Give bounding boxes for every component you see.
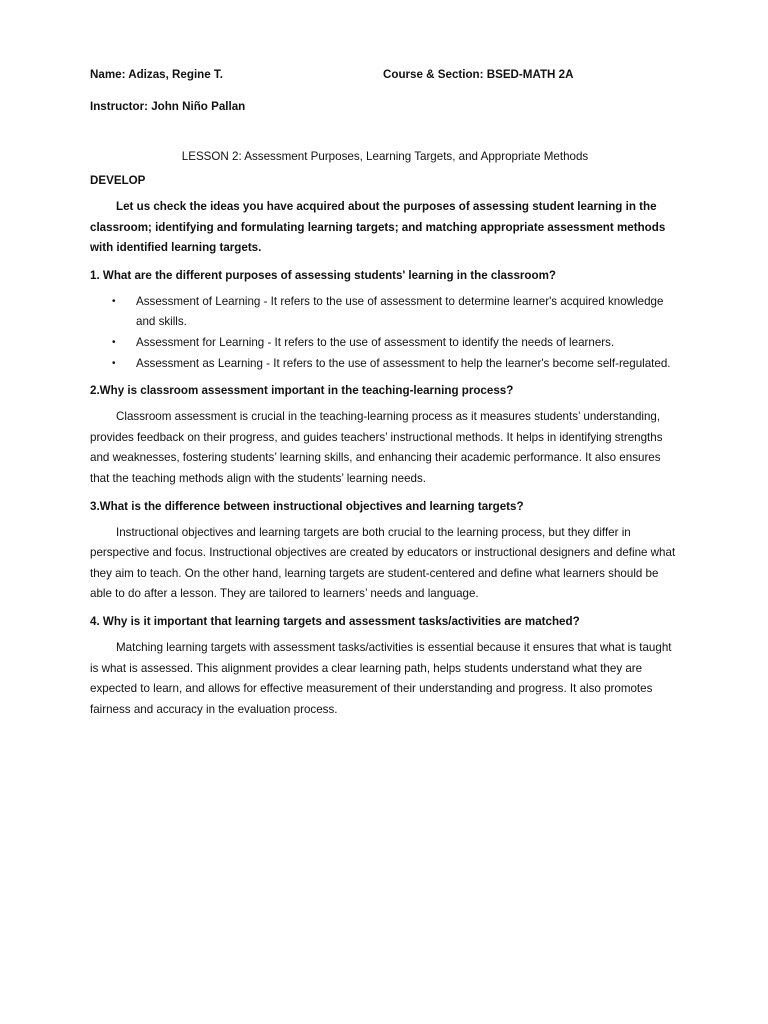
- list-item: [90, 354, 680, 375]
- question-3: 3.What is the difference between instructional objectives and learning targets?: [90, 499, 524, 513]
- answer-4: Matching learning targets with assessment tasks/activities is essential because it ensures that what is taught is what is assessed. This alignment provides a clear learning path, helps students understand what they are expected to learn, and allows for effective measurement of their understanding and progress. It also promotes fairness and accuracy in the evaluation process.: [90, 640, 672, 716]
- question-1: 1. What are the different purposes of assessing students' learning in the classroom?: [90, 268, 556, 282]
- purposes-list: [90, 292, 680, 374]
- intro-paragraph: Let us check the ideas you have acquired about the purposes of assessing student learning in the classroom; identifying and formulating learning targets; and matching appropriate assessment methods with identified learning targets.: [90, 200, 666, 255]
- lesson-title: LESSON 2: Assessment Purposes, Learning Targets, and Appropriate Methods: [181, 150, 589, 163]
- bullet-icon: •: [112, 336, 116, 348]
- list-item-text: Assessment of Learning - It refers to the use of assessment to determine learner's acquired knowledge and skills.: [136, 294, 664, 329]
- student-name: Name: Adizas, Regine T.: [90, 68, 223, 81]
- course-section: Course & Section: BSED-MATH 2A: [383, 68, 574, 81]
- answer-3: Instructional objectives and learning targets are both crucial to the learning process, but they differ in perspective and focus. Instructional objectives are created by educators or instructional designers and define what they aim to teach. On the other hand, learning targets are student-centered and define what learners should be able to do after a lesson. They are tailored to learners’ needs and language.: [90, 525, 676, 601]
- bullet-icon: •: [112, 295, 116, 307]
- header-row: [90, 68, 680, 88]
- question-2: 2.Why is classroom assessment important in the teaching-learning process?: [90, 384, 514, 398]
- section-label: DEVELOP: [90, 174, 146, 187]
- instructor: Instructor: John Niño Pallan: [90, 100, 246, 113]
- question-4: 4. Why is it important that learning targets and assessment tasks/activities are matched?: [90, 614, 580, 628]
- bullet-icon: •: [112, 357, 116, 369]
- list-item: [90, 333, 680, 354]
- answer-2: Classroom assessment is crucial in the teaching-learning process as it measures students’ understanding, provides feedback on their progress, and guides teachers’ instructional methods. It helps in identifying strengths and weaknesses, fostering students’ learning skills, and enhancing their academic performance. It also ensures that the teaching methods align with the students’ learning needs.: [90, 410, 663, 485]
- document-page: [90, 68, 680, 720]
- list-item-text: Assessment for Learning - It refers to the use of assessment to identify the needs of learners.: [136, 335, 615, 349]
- list-item-text: Assessment as Learning - It refers to the use of assessment to help the learner's become self-regulated.: [136, 356, 671, 370]
- list-item: [90, 292, 680, 333]
